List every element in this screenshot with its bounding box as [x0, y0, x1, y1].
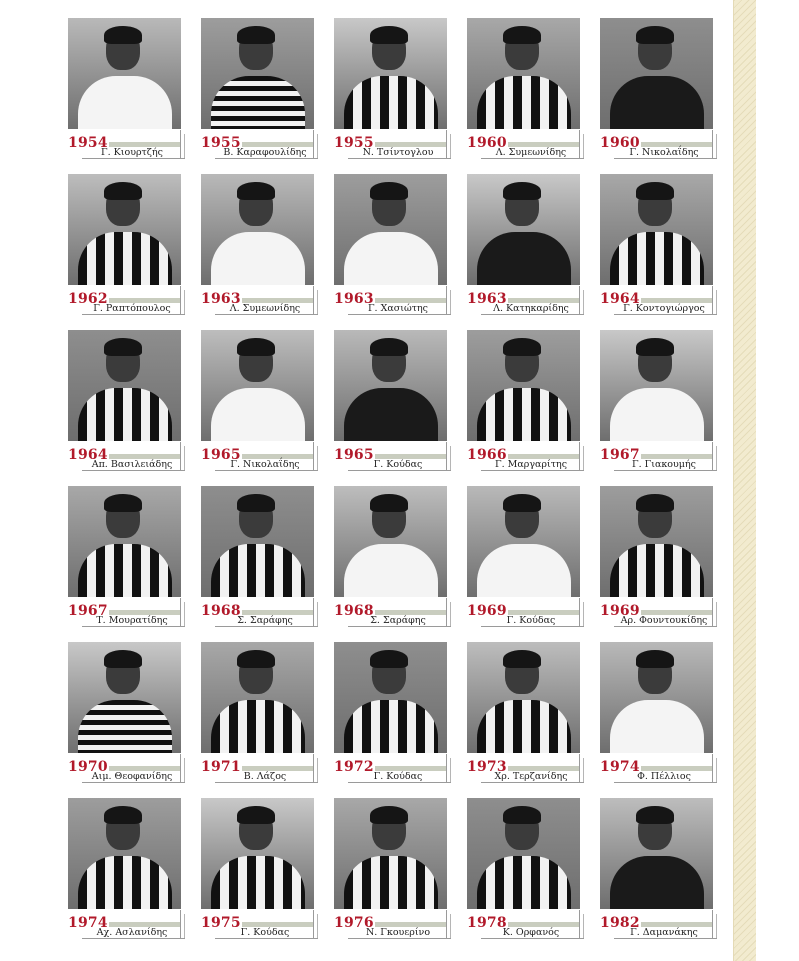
year-label: 1973	[467, 759, 507, 775]
player-photo	[68, 330, 181, 441]
year-label: 1965	[334, 447, 374, 463]
caption-frame	[614, 470, 717, 471]
player-card	[334, 486, 452, 628]
year-label: 1963	[334, 291, 374, 307]
player-name: Β. Λάζος	[243, 771, 287, 782]
decorative-side-strip	[733, 0, 756, 961]
caption-frame	[583, 446, 584, 470]
player-name: Γ. Κούδας	[373, 459, 423, 470]
player-card	[201, 642, 319, 784]
caption-frame	[450, 758, 451, 782]
year-label: 1965	[201, 447, 241, 463]
player-name: Γ. Νικολαΐδης	[629, 147, 699, 158]
caption-frame	[614, 158, 717, 159]
player-photo	[201, 486, 314, 597]
year-label: 1975	[201, 915, 241, 931]
player-photo	[68, 174, 181, 285]
player-photo	[467, 486, 580, 597]
player-name: Γ. Ραπτόπουλος	[93, 303, 171, 314]
player-photo	[201, 798, 314, 909]
player-name: Χρ. Τερζανίδης	[494, 771, 568, 782]
player-photo	[600, 486, 713, 597]
caption-frame	[583, 290, 584, 314]
year-label: 1976	[334, 915, 374, 931]
player-card	[600, 18, 718, 160]
caption-frame	[716, 134, 717, 158]
player-photo	[467, 174, 580, 285]
year-label: 1974	[68, 915, 108, 931]
player-name: Λ. Συμεωνίδης	[495, 147, 567, 158]
year-label: 1970	[68, 759, 108, 775]
year-label: 1967	[600, 447, 640, 463]
caption-frame	[348, 626, 451, 627]
caption-frame	[481, 938, 584, 939]
caption-frame	[614, 938, 717, 939]
player-photo	[68, 18, 181, 129]
player-name: Αχ. Ασλανίδης	[96, 927, 168, 938]
caption-frame	[716, 290, 717, 314]
player-card	[467, 642, 585, 784]
player-card	[600, 330, 718, 472]
year-label: 1968	[201, 603, 241, 619]
player-name: Γ. Κούδας	[240, 927, 290, 938]
player-name: Φ. Πέλλιος	[637, 771, 691, 782]
caption-frame	[215, 938, 318, 939]
player-photo	[600, 174, 713, 285]
caption-frame	[184, 134, 185, 158]
player-photo	[68, 642, 181, 753]
caption-frame	[450, 914, 451, 938]
caption-frame	[614, 314, 717, 315]
player-photo	[467, 330, 580, 441]
caption-frame	[614, 782, 717, 783]
caption-frame	[317, 758, 318, 782]
player-name: Γ. Κιουρτζής	[101, 147, 163, 158]
caption-frame	[184, 914, 185, 938]
year-label: 1966	[467, 447, 507, 463]
player-card	[68, 330, 186, 472]
year-label: 1982	[600, 915, 640, 931]
year-label: 1971	[201, 759, 241, 775]
player-photo	[600, 18, 713, 129]
player-photo	[68, 798, 181, 909]
player-name: Ν. Γκουερίνο	[365, 927, 431, 938]
player-name: Γ. Γιακουμής	[632, 459, 696, 470]
caption-frame	[716, 914, 717, 938]
player-card	[201, 18, 319, 160]
player-photo	[467, 18, 580, 129]
year-label: 1963	[201, 291, 241, 307]
caption-frame	[348, 158, 451, 159]
player-photo	[334, 174, 447, 285]
player-photo	[201, 642, 314, 753]
caption-frame	[82, 314, 185, 315]
player-card	[68, 798, 186, 940]
player-photo	[334, 18, 447, 129]
caption-frame	[481, 470, 584, 471]
player-name: Λ. Κατηκαρίδης	[493, 303, 569, 314]
player-card	[600, 798, 718, 940]
player-name: Αιμ. Θεοφανίδης	[91, 771, 173, 782]
caption-frame	[348, 938, 451, 939]
player-name: Σ. Σαράφης	[370, 615, 426, 626]
player-name: Β. Καραφουλίδης	[223, 147, 307, 158]
caption-frame	[317, 914, 318, 938]
year-label: 1969	[600, 603, 640, 619]
player-name: Ν. Τσίντογλου	[362, 147, 434, 158]
year-label: 1968	[334, 603, 374, 619]
caption-frame	[716, 602, 717, 626]
caption-frame	[348, 782, 451, 783]
caption-frame	[348, 314, 451, 315]
caption-frame	[450, 602, 451, 626]
caption-frame	[450, 290, 451, 314]
player-card	[201, 798, 319, 940]
caption-frame	[215, 158, 318, 159]
player-photo	[201, 330, 314, 441]
caption-frame	[583, 602, 584, 626]
player-card	[467, 798, 585, 940]
player-name: Τ. Μουρατίδης	[96, 615, 168, 626]
caption-frame	[481, 158, 584, 159]
player-card	[201, 330, 319, 472]
player-photo	[600, 798, 713, 909]
player-name: Σ. Σαράφης	[237, 615, 293, 626]
caption-frame	[317, 290, 318, 314]
year-label: 1962	[68, 291, 108, 307]
player-name: Κ. Ορφανός	[502, 927, 560, 938]
player-card	[467, 174, 585, 316]
player-photo	[201, 18, 314, 129]
caption-frame	[215, 626, 318, 627]
player-card	[68, 642, 186, 784]
player-card	[201, 486, 319, 628]
caption-frame	[215, 782, 318, 783]
caption-frame	[716, 446, 717, 470]
player-photo	[600, 330, 713, 441]
player-photo	[467, 642, 580, 753]
year-label: 1967	[68, 603, 108, 619]
caption-frame	[215, 314, 318, 315]
caption-frame	[184, 446, 185, 470]
caption-frame	[215, 470, 318, 471]
player-photo	[600, 642, 713, 753]
caption-frame	[82, 626, 185, 627]
year-label: 1972	[334, 759, 374, 775]
player-photo	[334, 330, 447, 441]
caption-frame	[82, 158, 185, 159]
year-label: 1974	[600, 759, 640, 775]
player-photo	[334, 486, 447, 597]
player-card	[467, 330, 585, 472]
caption-frame	[317, 134, 318, 158]
year-label: 1963	[467, 291, 507, 307]
player-name: Αρ. Φουντουκίδης	[620, 615, 708, 626]
caption-frame	[583, 914, 584, 938]
player-name: Γ. Νικολαΐδης	[230, 459, 300, 470]
player-card	[68, 486, 186, 628]
caption-frame	[450, 134, 451, 158]
year-label: 1955	[334, 135, 374, 151]
year-label: 1960	[600, 135, 640, 151]
player-card	[334, 642, 452, 784]
player-card	[600, 642, 718, 784]
player-card	[334, 174, 452, 316]
player-name: Γ. Κούδας	[373, 771, 423, 782]
player-card	[600, 486, 718, 628]
caption-frame	[716, 758, 717, 782]
caption-frame	[82, 938, 185, 939]
player-card	[600, 174, 718, 316]
year-label: 1969	[467, 603, 507, 619]
player-photo	[201, 174, 314, 285]
player-name: Γ. Χασιώτης	[367, 303, 429, 314]
caption-frame	[348, 470, 451, 471]
player-name: Γ. Δαμανάκης	[630, 927, 698, 938]
caption-frame	[184, 758, 185, 782]
caption-frame	[481, 782, 584, 783]
player-card	[334, 330, 452, 472]
caption-frame	[184, 290, 185, 314]
caption-frame	[82, 470, 185, 471]
year-label: 1955	[201, 135, 241, 151]
year-label: 1964	[600, 291, 640, 307]
caption-frame	[450, 446, 451, 470]
caption-frame	[184, 602, 185, 626]
player-name: Γ. Κοντογιώργος	[623, 303, 705, 314]
player-photo	[467, 798, 580, 909]
year-label: 1978	[467, 915, 507, 931]
player-photo	[334, 642, 447, 753]
caption-frame	[82, 782, 185, 783]
caption-frame	[481, 626, 584, 627]
year-label: 1954	[68, 135, 108, 151]
player-name: Γ. Μαργαρίτης	[494, 459, 568, 470]
caption-frame	[583, 758, 584, 782]
player-card	[201, 174, 319, 316]
caption-frame	[583, 134, 584, 158]
player-card	[334, 798, 452, 940]
year-label: 1964	[68, 447, 108, 463]
caption-frame	[317, 446, 318, 470]
player-card	[467, 486, 585, 628]
caption-frame	[614, 626, 717, 627]
player-card	[68, 18, 186, 160]
player-name: Λ. Συμεωνίδης	[229, 303, 301, 314]
player-card	[467, 18, 585, 160]
caption-frame	[317, 602, 318, 626]
player-photo	[334, 798, 447, 909]
caption-frame	[481, 314, 584, 315]
player-card	[334, 18, 452, 160]
player-card	[68, 174, 186, 316]
player-name: Απ. Βασιλειάδης	[91, 459, 173, 470]
player-photo	[68, 486, 181, 597]
year-label: 1960	[467, 135, 507, 151]
player-name: Γ. Κούδας	[506, 615, 556, 626]
